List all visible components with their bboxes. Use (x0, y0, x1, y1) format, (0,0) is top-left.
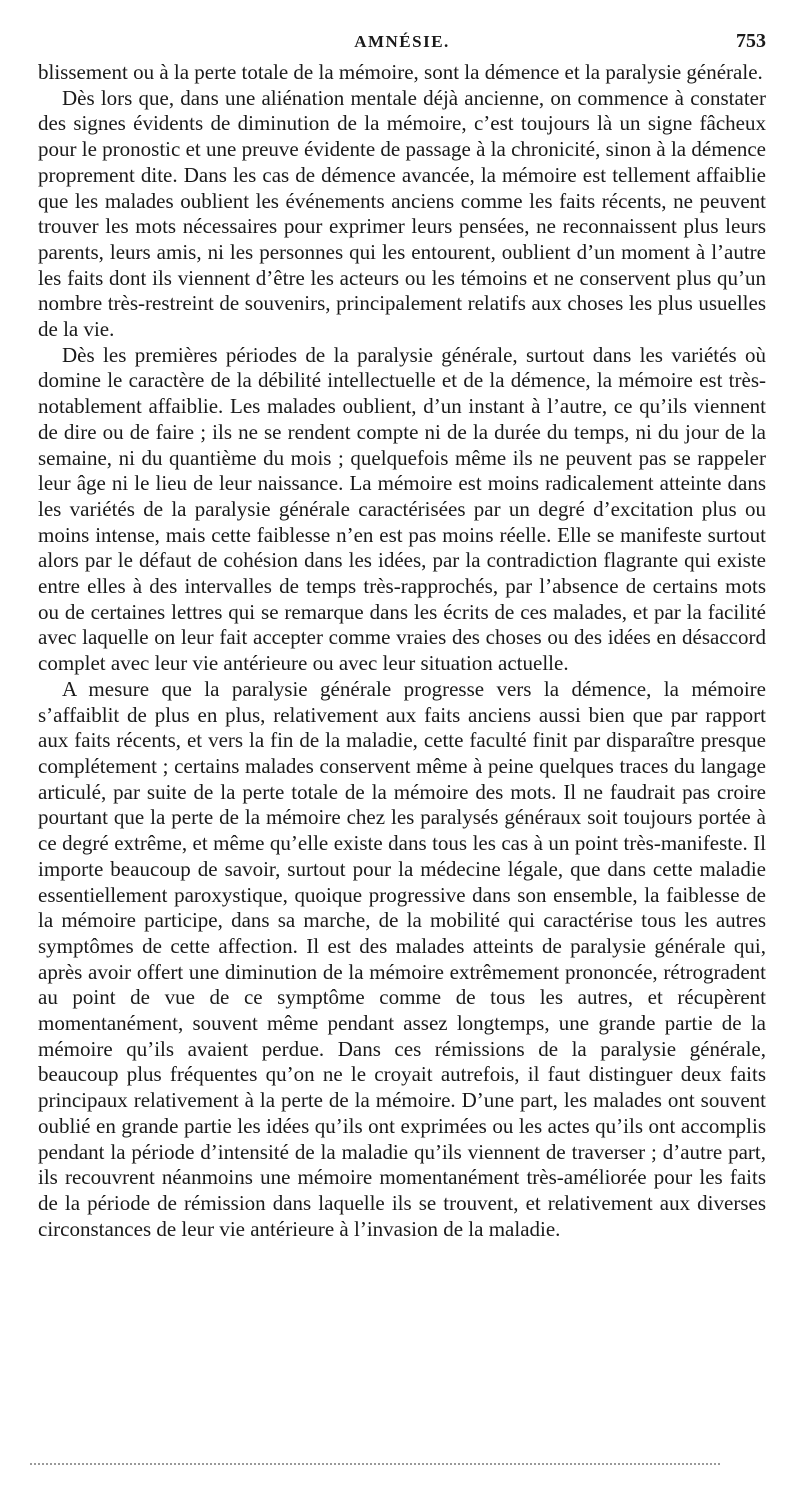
paragraph-early-paralysis: Dès les premières périodes de la paralysie générale, surtout dans les variétés où domine le caractère de la débilité intellectuelle et de la démence, la mémoire est très-notablement affaiblie. Les malades oublient, d’un instant à l’autre, ce qu’ils viennent de dire ou de faire ; ils ne se rendent compte ni de la durée du temps, ni du jour de la semaine, ni du quantième du mois ; quelquefois même ils ne peuvent pas se rappeler leur âge ni le lieu de leur naissance. La mémoire est moins radicalement atteinte dans les variétés de la paralysie générale caractérisées par un degré d’excitation plus ou moins intense, mais cette faiblesse n’en est pas moins réelle. Elle se manifeste surtout alors par le défaut de cohésion dans les idées, par la contradiction flagrante qui existe entre elles à des intervalles de temps très-rapprochés, par l’absence de certains mots ou de certaines lettres qui se remarque dans les écrits de ces malades, et par la facilité avec laquelle on leur fait accepter comme vraies des choses ou des idées en désaccord complet avec leur vie antérieure ou avec leur situation actuelle. (38, 342, 766, 676)
page-number: 753 (736, 30, 766, 52)
paragraph-progression: A mesure que la paralysie générale progresse vers la démence, la mémoire s’affaiblit de plus en plus, relativement aux faits anciens aussi bien que par rapport aux faits récents, et vers la fin de la maladie, cette faculté finit par disparaître presque complétement ; certains malades conservent même à peine quelques traces du langage articulé, par suite de la perte totale de la mémoire des mots. Il ne faudrait pas croire pourtant que la perte de la mémoire chez les paralysés généraux soit toujours portée à ce degré extrême, et même qu’elle existe dans tous les cas à un point très-manifeste. Il importe beaucoup de savoir, surtout pour la médecine légale, que dans cette maladie essentiellement paroxystique, quoique progressive dans son ensemble, la faiblesse de la mémoire participe, dans sa marche, de la mobilité qui caractérise tous les autres symptômes de cette affection. Il est des malades atteints de paralysie générale qui, après avoir offert une diminution de la mémoire extrêmement prononcée, rétrogradent au point de vue de ce symptôme comme de tous les autres, et récupèrent momentanément, souvent même pendant assez longtemps, une grande partie de la mémoire qu’ils avaient perdue. Dans ces rémissions de la paralysie générale, beaucoup plus fréquentes qu’on ne le croyait autrefois, il faut distinguer deux faits principaux relativement à la perte de la mémoire. D’une part, les malades ont souvent oublié en grande partie les idées qu’ils ont exprimées ou les actes qu’ils ont accomplis pendant la période d’intensité de la maladie qu’ils viennent de traverser ; d’autre part, ils recouvrent néanmoins une mémoire momentanément très-améliorée pour les faits de la période de rémission dans laquelle ils se trouvent, et relativement aux diverses circonstances de leur vie antérieure à l’invasion de la maladie. (38, 676, 766, 1241)
footer-dotted-rule (30, 1463, 720, 1465)
body-text (38, 60, 766, 1242)
page-header (38, 30, 766, 60)
running-title: AMNÉSIE. (354, 32, 450, 51)
paragraph-continued: blissement ou à la perte totale de la mémoire, sont la démence et la paralysie générale. (38, 60, 763, 84)
paragraph-dementia: Dès lors que, dans une aliénation mentale déjà ancienne, on commence à constater des signes évidents de diminution de la mémoire, c’est toujours là un signe fâcheux pour le pronostic et une preuve évidente de passage à la chronicité, sinon à la démence proprement dite. Dans les cas de démence avancée, la mémoire est tellement affaiblie que les malades oublient les événements anciens comme les faits récents, ne peuvent trouver les mots nécessaires pour exprimer leurs pensées, ne reconnaissent plus leurs parents, leurs amis, ni les personnes qui les entourent, oublient d’un moment à l’autre les faits dont ils viennent d’être les acteurs ou les témoins et ne conservent plus qu’un nombre très-restreint de souvenirs, principalement relatifs aux choses les plus usuelles de la vie. (38, 85, 766, 342)
book-page (38, 30, 766, 1242)
